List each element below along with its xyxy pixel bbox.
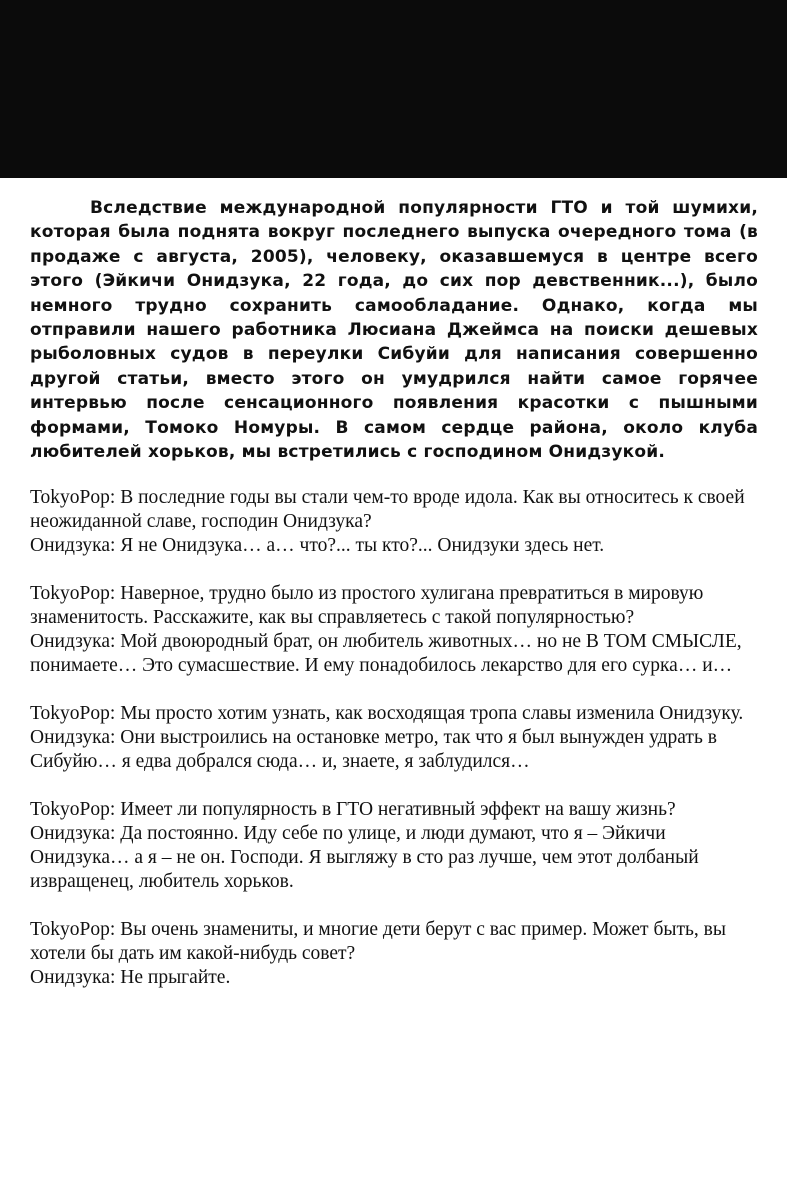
qa-block-4 (30, 798, 765, 894)
onizuka-answer: Онидзука: Не прыгайте. (30, 967, 231, 988)
onizuka-answer: Онидзука: Мой двоюродный брат, он любитель животных… но не В ТОМ СМЫСЛЕ, понимаете… Это сумасшествие. И ему понадобилось лекарство для его сурка… и… (30, 631, 742, 676)
qa-block-5 (30, 918, 765, 990)
top-black-banner (0, 0, 787, 178)
onizuka-answer: Онидзука: Да постоянно. Иду себе по улице, и люди думают, что я – Эйкичи Онидзука… а я – не он. Господи. Я выгляжу в сто раз лучше, чем этот долбаный извращенец, любитель хорьков. (30, 823, 699, 892)
intro-paragraph (30, 196, 758, 464)
interviewer-question: TokyoPop: Вы очень знамениты, и многие дети берут с вас пример. Может быть, вы хотели бы дать им какой-нибудь совет? (30, 919, 726, 964)
interviewer-question: TokyoPop: Имеет ли популярность в ГТО негативный эффект на вашу жизнь? (30, 799, 676, 820)
qa-block-1 (30, 486, 765, 558)
onizuka-answer: Онидзука: Они выстроились на остановке метро, так что я был вынужден удрать в Сибуйю… я едва добрался сюда… и, знаете, я заблудился… (30, 727, 717, 772)
interviewer-question: TokyoPop: Наверное, трудно было из простого хулигана превратиться в мировую знаменитость. Расскажите, как вы справляетесь с такой популярностью? (30, 583, 704, 628)
interview (30, 486, 765, 1014)
onizuka-answer: Онидзука: Я не Онидзука… а… что?... ты кто?... Онидзуки здесь нет. (30, 535, 605, 556)
interviewer-question: TokyoPop: Мы просто хотим узнать, как восходящая тропа славы изменила Онидзуку. (30, 703, 744, 724)
qa-block-2 (30, 582, 765, 678)
interviewer-question: TokyoPop: В последние годы вы стали чем-то вроде идола. Как вы относитесь к своей неожиданной славе, господин Онидзука? (30, 487, 745, 532)
qa-block-3 (30, 702, 765, 774)
intro-text: Вследствие международной популярности ГТО и той шумихи, которая была поднята вокруг последнего выпуска очередного тома (в продаже с августа, 2005), человеку, оказавшемуся в центре всего этого (Эйкичи Онидзука, 22 года, до сих пор девственник...), было немного трудно сохранить самообладание. Однако, когда мы отправили нашего работника Люсиана Джеймса на поиски дешевых рыболовных судов в переулки Сибуйи для написания совершенно другой статьи, вместо этого он умудрился найти самое горячее интервью после сенсационного появления красотки с пышными формами, Томоко Номуры. В самом сердце района, около клуба любителей хорьков, мы встретились с господином Онидзукой. (30, 198, 758, 463)
